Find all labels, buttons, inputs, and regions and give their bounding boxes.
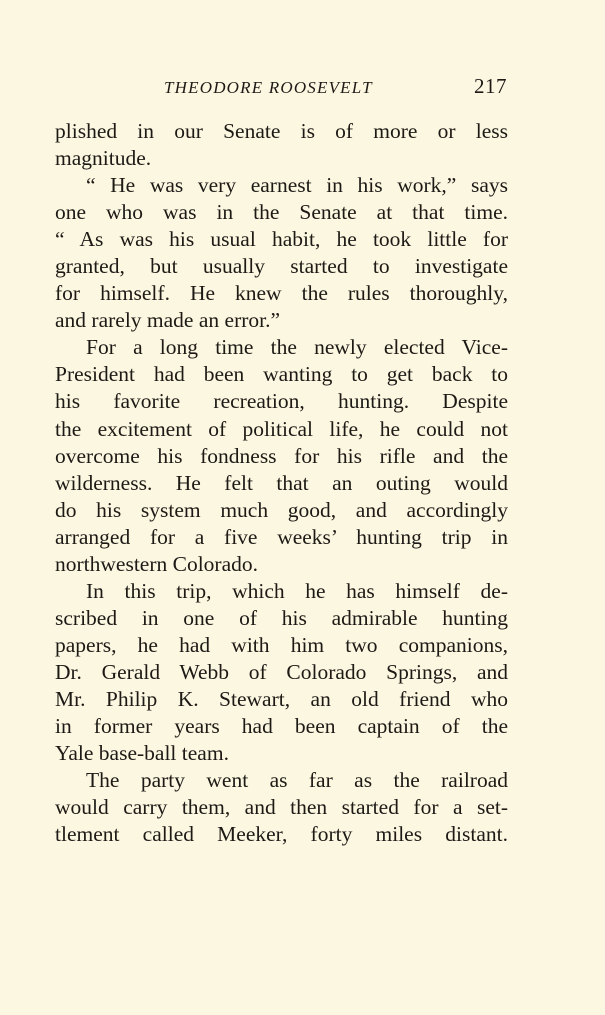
text-line: granted, but usually started to investigate [55, 254, 508, 279]
text-line: overcome his fondness for his rifle and the [55, 443, 508, 468]
text-line: do his system much good, and accordingly [55, 497, 508, 522]
text-line: The party went as far as the railroad [86, 768, 508, 793]
text-line: northwestern Colorado. [55, 551, 259, 576]
text-line: his favorite recreation, hunting. Despite [55, 389, 508, 414]
text-line: Mr. Philip K. Stewart, an old friend who [55, 686, 508, 711]
text-line: wilderness. He felt that an outing would [55, 470, 508, 495]
text-line: one who was in the Senate at that time. [55, 200, 508, 225]
text-line: President had been wanting to get back to [55, 362, 508, 387]
text-line: magnitude. [55, 146, 152, 171]
text-line: and rarely made an error.” [55, 308, 281, 333]
text-line: papers, he had with him two companions, [55, 632, 508, 657]
text-line: scribed in one of his admirable hunting [55, 605, 508, 630]
text-line: plished in our Senate is of more or less [55, 119, 508, 143]
text-line: arranged for a five weeks’ hunting trip in [55, 524, 508, 549]
text-line: “ As was his usual habit, he took little for [55, 227, 508, 252]
text-line: would carry them, and then started for a set- [55, 795, 508, 820]
body-text [55, 118, 508, 848]
text-line: For a long time the newly elected Vice- [86, 335, 508, 360]
text-line: In this trip, which he has himself de- [86, 578, 508, 603]
text-line: the excitement of political life, he could not [55, 416, 508, 441]
text-line: “ He was very earnest in his work,” says [86, 173, 508, 198]
text-line: Dr. Gerald Webb of Colorado Springs, and [55, 659, 508, 684]
text-line: in former years had been captain of the [55, 714, 508, 739]
text-line: for himself. He knew the rules thoroughly, [55, 281, 508, 306]
running-title: THEODORE ROOSEVELT [164, 78, 373, 97]
text-line: tlement called Meeker, forty miles distant. [55, 822, 508, 847]
page-number: 217 [474, 74, 507, 98]
running-head [0, 74, 605, 104]
text-line: Yale base-ball team. [55, 741, 229, 766]
